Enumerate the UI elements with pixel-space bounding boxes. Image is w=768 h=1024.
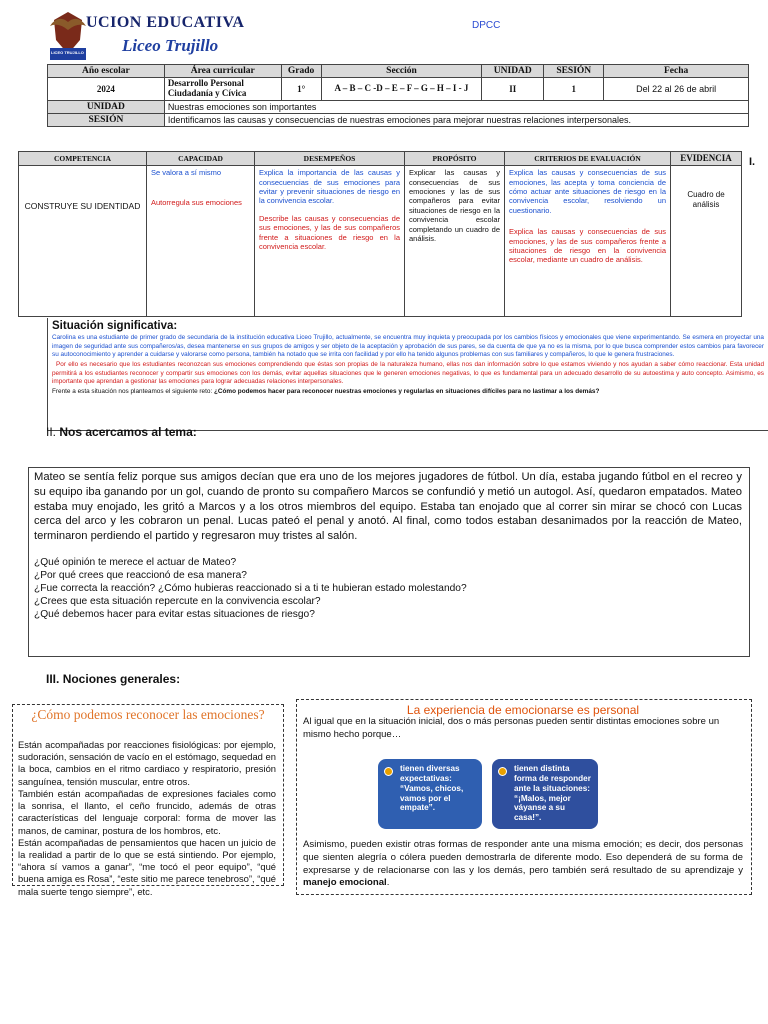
questions-list: [34, 556, 734, 621]
section-two-title: Nos acercamos al tema:: [59, 425, 197, 439]
capacidad-cell: [147, 166, 255, 317]
logo-text: LICEO TRUJILLO: [51, 50, 84, 55]
header-cell: PROPÓSITO: [405, 152, 505, 166]
unidad-label: UNIDAD: [48, 100, 165, 113]
sesion-label: SESIÓN: [48, 113, 165, 126]
situation-paragraph-2: Por ello es necesario que los estudiantes reconozcan sus emociones comprendiendo que éstas son propias de la naturaleza humano, ellas nos dan información sobre lo que estamos viviendo y nos ayudan a saber cómo reaccionar. Esta unidad permitirá a los estudiantes reconocer y compartir sus emociones con los demás, evitar aquellas situaciones que le generen emociones negativas, lo que es fundamental para un adecuado desarrollo de su autoestima y auto concepto. Asimismo, es importante que aprendan a gestionar las emociones para lograr adecuadas relaciones interpersonales.: [52, 360, 764, 386]
competency-header-row: [19, 152, 742, 166]
info-table: [47, 64, 749, 127]
header-cell: Sección: [321, 65, 482, 78]
evidencia-cell: [671, 166, 742, 317]
unidad-value: Nuestras emociones son importantes: [164, 100, 748, 113]
bullet-icon: [498, 767, 507, 776]
proposito-text: Explicar las causas y consecuencias de sus emociones y las de sus compañeros para evitar situaciones de riesgo en la convivencia escolar completando un cuadro de análisis.: [409, 168, 500, 243]
criterio-1: Explica las causas y consecuencias de sus emociones, las acepta y toma conciencia de cómo actuar ante situaciones de riesgo en la convivencia escolar, resolviendo un cuestionario.: [509, 168, 666, 215]
recognize-paragraph: Están acompañadas por reacciones fisiológicas: por ejemplo, sudoración, sensación de vacío en el estómago, sequedad en la boca, cambios en el ritmo cardiaco y respiratorio, presión sanguínea, tensión muscular, entre otros.: [18, 739, 276, 787]
sesion-row: [48, 113, 749, 126]
header-cell: Grado: [281, 65, 321, 78]
section-cell: A – B – C -D – E – F – G – H – I - J: [321, 78, 482, 101]
desempeno-cell: [255, 166, 405, 317]
proposito-cell: [405, 166, 505, 317]
header-cell: Área curricular: [164, 65, 281, 78]
section-three-title: Nociones generales:: [62, 672, 181, 686]
area-code: DPCC: [472, 20, 501, 31]
year-cell: 2024: [48, 78, 165, 101]
personal-experience-intro: Al igual que en la situación inicial, dos o más personas pueden sentir distintas emociones sobre un mismo hecho porque…: [303, 716, 720, 740]
header-cell: EVIDENCIA: [671, 152, 742, 166]
section-number-one: I.: [749, 156, 756, 168]
expectations-text: tienen diversas expectativas: “Vamos, chicos, vamos por el empate”.: [400, 764, 464, 813]
experience-text-main: Asimismo, pueden existir otras formas de responder ante una misma emoción; es decir, dos personas que sienten alegría o cólera pueden demostrarla de diferente modo. Eso dependerá de su forma de expresarse y de relacionarse con las y los demás, pero también será resultado de su aprendizaje y: [303, 839, 743, 876]
section-three-heading: [46, 672, 180, 686]
capacidad-2: Autorregula sus emociones: [151, 197, 242, 207]
criterio-2: Explica las causas y consecuencias de sus emociones, y las de sus compañeros frente a situaciones de riesgo en la convivencia escolar, mediante un cuadro de análisis.: [509, 227, 666, 265]
header-cell: UNIDAD: [482, 65, 544, 78]
info-header-row: [48, 65, 749, 78]
competency-table: [18, 151, 742, 317]
header-cell: Fecha: [604, 65, 749, 78]
capacidad-1: Se valora a sí mismo: [151, 168, 222, 178]
situation-challenge: [52, 388, 764, 397]
question-item: ¿Crees que esta situación repercute en la convivencia escolar?: [34, 596, 321, 608]
competency-row: [19, 166, 742, 317]
unidad-row: [48, 100, 749, 113]
sesion-value: Identificamos las causas y consecuencias de nuestras emociones para mejorar nuestras relaciones interpersonales.: [164, 113, 748, 126]
desempeno-1: Explica la importancia de las causas y consecuencias de sus emociones para evitar y prevenir situaciones de riesgo en la convivencia escolar.: [259, 168, 400, 206]
section-three-number: III.: [46, 672, 60, 686]
header-cell: SESIÓN: [544, 65, 604, 78]
area-cell: Desarrollo Personal Ciudadanía y Cívica: [164, 78, 281, 101]
challenge-intro: Frente a esta situación nos planteamos el siguiente reto:: [52, 387, 213, 395]
evidencia-text: Cuadro de análisis: [687, 190, 725, 210]
personal-experience-text: [303, 839, 743, 890]
header-cell: Año escolar: [48, 65, 165, 78]
school-logo: [48, 10, 88, 64]
situation-text: [52, 334, 764, 396]
section-two-number: II.: [46, 425, 57, 439]
situation-title: Situación significativa:: [52, 320, 178, 332]
recognize-paragraph: También están acompañadas de expresiones faciales como la sonrisa, el llanto, el ceño fruncido, además de otras características del lenguaje corporal: forma de mover las manos, de caminar, postura de los hombros, etc.: [18, 787, 276, 836]
session-cell: 1: [544, 78, 604, 101]
desempeno-2: Describe las causas y consecuencias de sus emociones, y las de sus compañeros frente a situaciones de riesgo en la convivencia escolar.: [259, 213, 400, 251]
competencia-cell: [19, 166, 147, 317]
challenge-question: ¿Cómo podemos hacer para reconocer nuestras emociones y regularlas en situaciones difíciles para no lastimar a los demás?: [214, 387, 600, 395]
competencia-text: CONSTRUYE SU IDENTIDAD: [24, 201, 141, 212]
question-item: ¿Qué opinión te merece el actuar de Mateo?: [34, 557, 237, 568]
school-name: UCION EDUCATIVA: [86, 14, 245, 31]
personal-experience-title: La experiencia de emocionarse es personal: [406, 703, 640, 717]
response-card: [492, 759, 598, 829]
recognize-emotions-title: ¿Cómo podemos reconocer las emociones?: [31, 707, 265, 722]
situation-paragraph-1: Carolina es una estudiante de primer grado de secundaria de la institución educativa Liceo Trujillo, actualmente, se encuentra muy inquieta y preocupada por los cambios físicos y emocionales que viene experimentando. Se esmera en proyectar una imagen de seguridad ante sus compañeros/as, desea mantenerse en sus grupos de amigos y ser objeto de la aceptación y aprobación de sus pares, se da cuenta de que ya no es la misma, por lo que busca comprender estos cambios para favorecer su autoconocimiento y aprender a cuidarse y valorarse como persona, también ha notado que se irrita con facilidad y por ello ha tenido algunos problemas con sus familiares y compañeros, lo que le genera frustraciones.: [52, 334, 764, 359]
question-item: ¿Qué debemos hacer para evitar estas situaciones de riesgo?: [34, 609, 315, 621]
school-subtitle: Liceo Trujillo: [122, 36, 219, 55]
response-text: tienen distinta forma de responder ante la situaciones: “¡Malos, mejor váyanse a su casa!”.: [514, 764, 591, 823]
story-text: Mateo se sentía feliz porque sus amigos decían que era uno de los mejores jugadores de fútbol. Un día, estaba jugando fútbol en el recreo y su equipo iba ganando por un gol, cuando de pronto su compañero Marcos se confundió y metió un autogol. Así, quedaron empatados. Mateo estaba muy enojado, les gritó a Marcos y a los otros miembros del equipo. Estaba tan enojado que al correr sin mirar se chocó con Lucas cerca del arco y les cobraron un penal. Lucas pateó el penal y anotó. Al final, como todos estaban desanimados por la reacción de Mateo, terminaron perdiendo el partido y regresaron muy tristes al salón.: [34, 471, 742, 543]
info-values-row: [48, 78, 749, 101]
grade-cell: 1°: [281, 78, 321, 101]
recognize-paragraph: Están acompañadas de pensamientos que hacen un juicio de la realidad a partir de lo que se está sintiendo. Por ejemplo, “ahora sí vamos a ganar”, “me tocó el peor equipo”, “qué buena amiga es Rosa”, “este sitio me parece tenebroso”, “qué mala suerte tengo siempre”, etc.: [18, 836, 276, 897]
criterios-cell: [505, 166, 671, 317]
experience-text-bold: manejo emocional: [303, 877, 387, 889]
question-item: ¿Por qué crees que reaccionó de esa manera?: [34, 570, 247, 582]
question-item: ¿Fue correcta la reacción? ¿Cómo hubieras reaccionado si a ti te hubieran estado molestando?: [34, 583, 467, 595]
header-cell: COMPETENCIA: [19, 152, 147, 166]
header-cell: DESEMPEÑOS: [255, 152, 405, 166]
header-cell: CRITERIOS DE EVALUACIÓN: [505, 152, 671, 166]
expectations-card: [378, 759, 482, 829]
experience-text-end: .: [386, 877, 390, 889]
date-cell: Del 22 al 26 de abril: [604, 78, 749, 101]
header-cell: CAPACIDAD: [147, 152, 255, 166]
section-two-heading: [46, 425, 197, 439]
bullet-icon: [384, 767, 393, 776]
recognize-emotions-text: [18, 739, 276, 898]
unit-cell: II: [482, 78, 544, 101]
